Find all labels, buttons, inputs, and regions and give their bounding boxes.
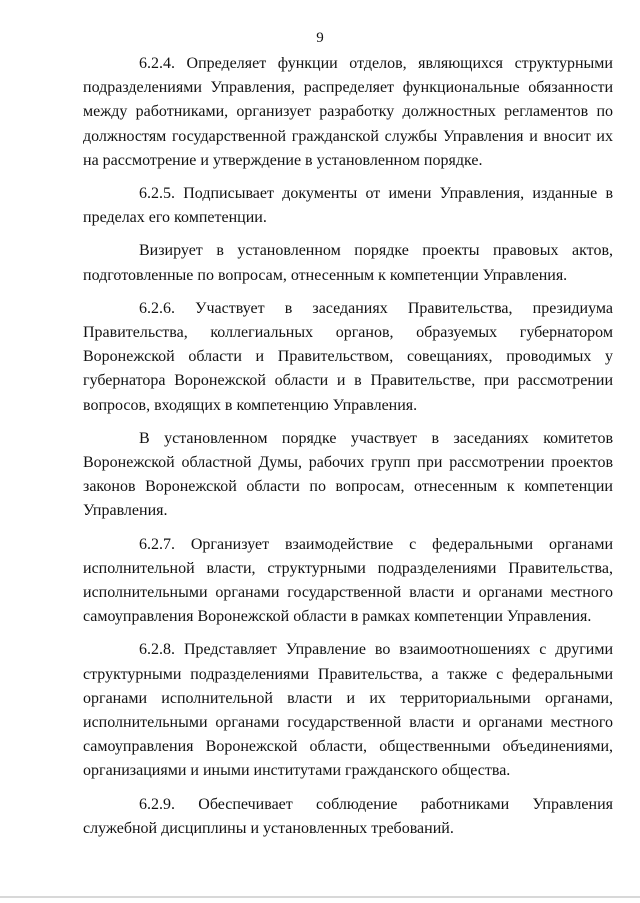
paragraph-6-2-7: 6.2.7. Организует взаимодействие с федеральными органами исполнительной власти, структурными подразделениями Правительства, исполнительными органами государственной власти и органами местного самоуправления Воронежской области в рамках компетенции Управления. xyxy=(83,535,613,626)
paragraph-6-2-8: 6.2.8. Представляет Управление во взаимоотношениях с другими структурными подразделениями Правительства, а также с федеральными органами исполнительной власти и их территориальными органами, исполнительными органами государственной власти и органами местного самоуправления Воронежской области, общественными объединениями, организациями и иными институтами гражданского общества. xyxy=(83,641,613,780)
paragraph-6-2-4: 6.2.4. Определяет функции отделов, являющихся структурными подразделениями Управления, распределяет функциональные обязанности между работниками, организует разработку должностных регламентов по должностям государственной гражданской службы Управления и вносит их на рассмотрение и утверждение в установленном порядке. xyxy=(83,55,613,169)
page-number: 9 xyxy=(316,30,324,46)
paragraph-6-2-5-visa: Визирует в установленном порядке проекты правовых актов, подготовленные по вопросам, отнесенным к компетенции Управления. xyxy=(83,242,613,284)
page-bottom-edge xyxy=(0,896,640,898)
document-body xyxy=(83,52,613,850)
paragraph-6-2-9: 6.2.9. Обеспечивает соблюдение работниками Управления служебной дисциплины и установленных требований. xyxy=(83,795,613,837)
paragraph-6-2-5: 6.2.5. Подписывает документы от имени Управления, изданные в пределах его компетенции. xyxy=(83,185,613,227)
paragraph-6-2-6: 6.2.6. Участвует в заседаниях Правительства, президиума Правительства, коллегиальных органов, образуемых губернатором Воронежской области и Правительством, совещаниях, проводимых у губернатора Воронежской области и в Правительстве, при рассмотрении вопросов, входящих в компетенцию Управления. xyxy=(83,299,613,414)
paragraph-6-2-6-duma: В установленном порядке участвует в заседаниях комитетов Воронежской областной Думы, рабочих групп при рассмотрении проектов законов Воронежской области по вопросам, отнесенным к компетенции Управления. xyxy=(83,429,613,520)
